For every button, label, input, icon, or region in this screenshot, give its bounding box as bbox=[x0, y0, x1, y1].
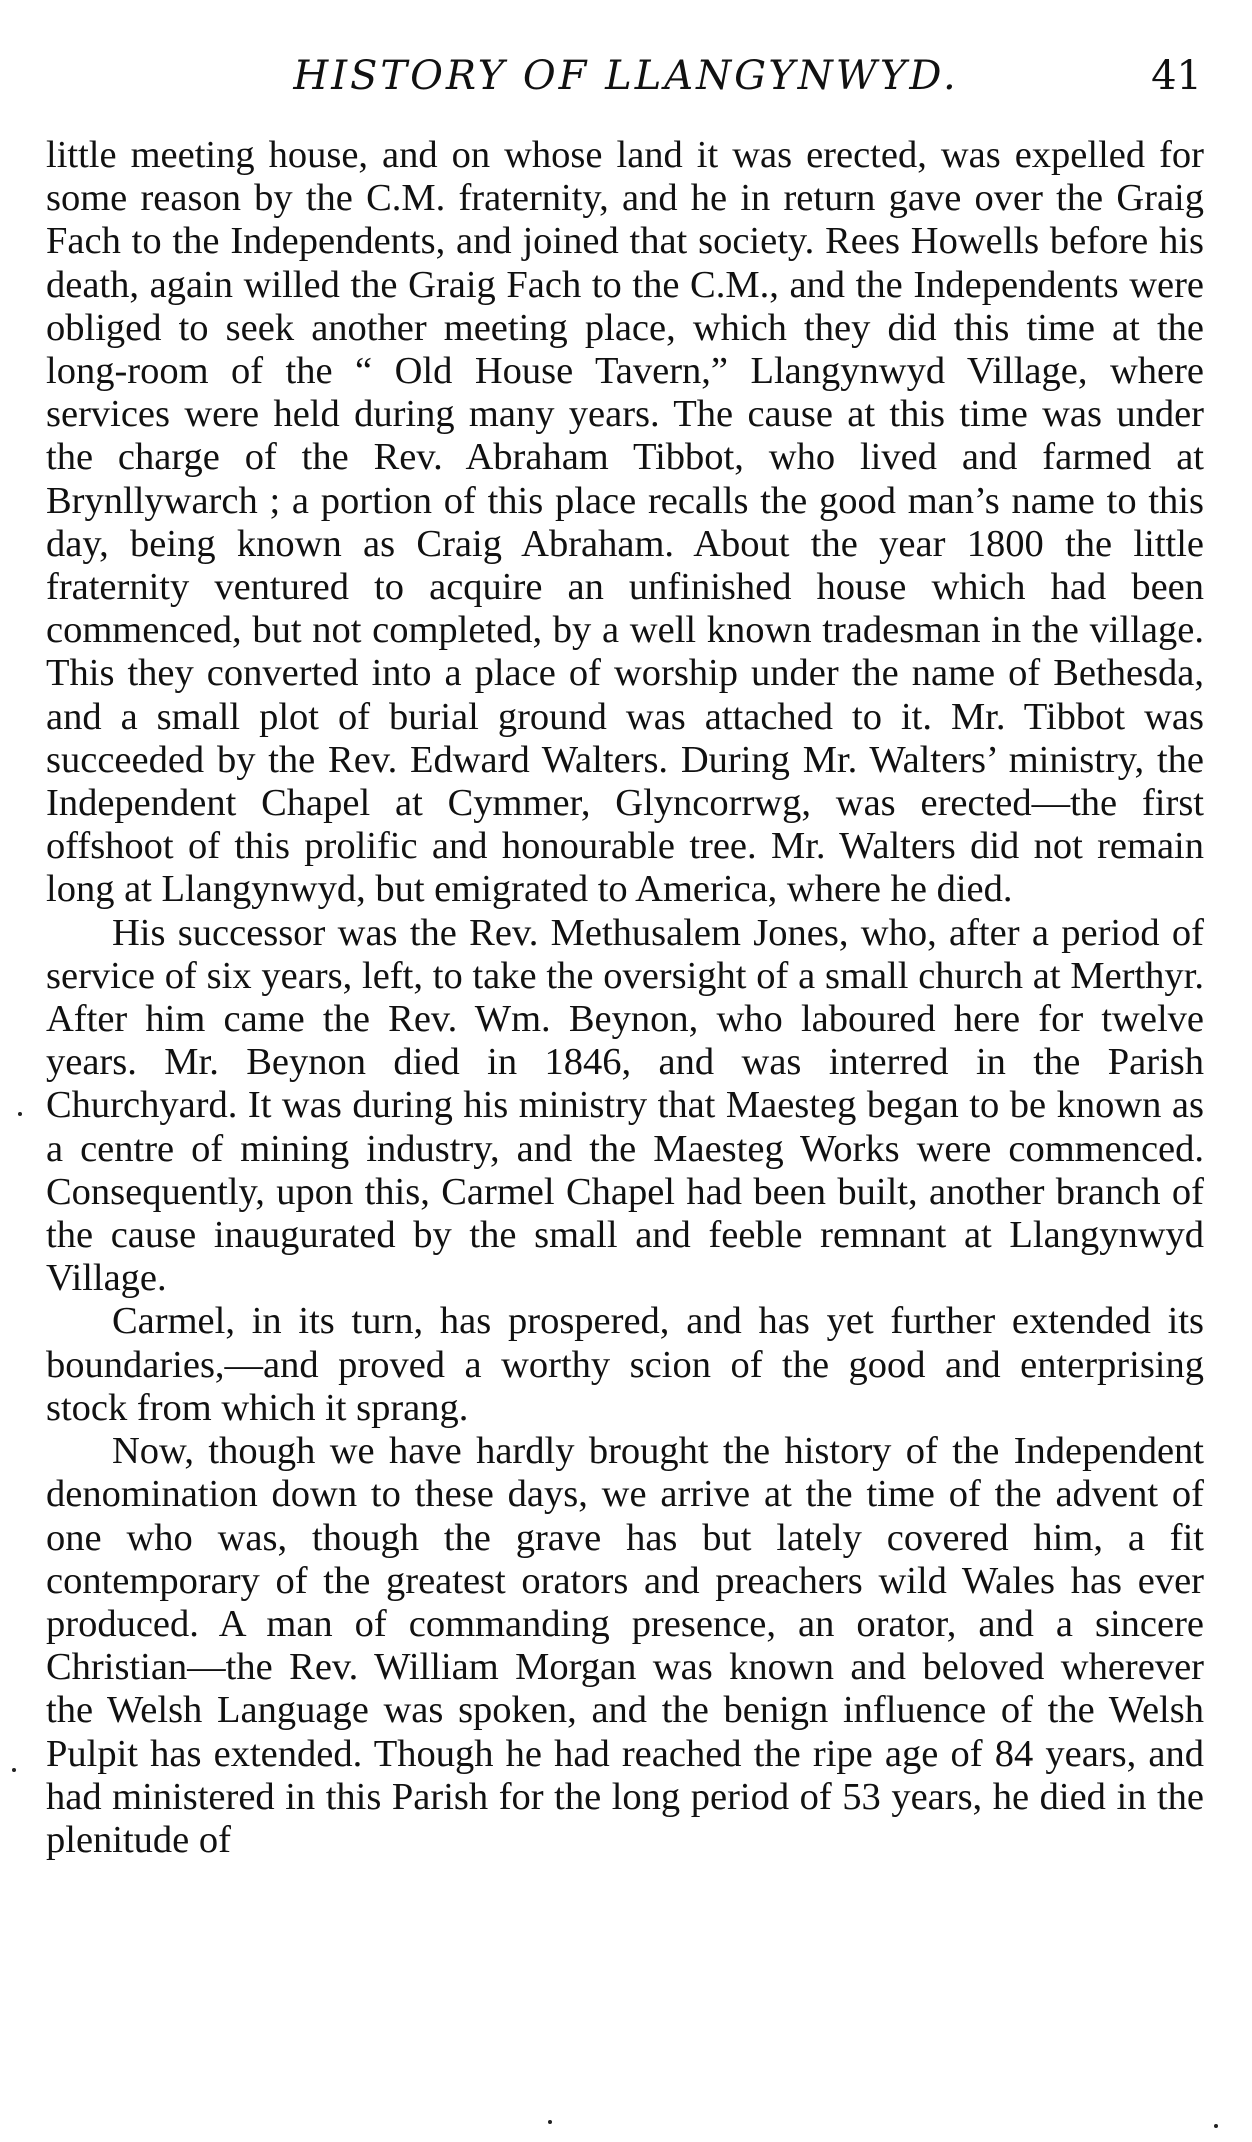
print-speck bbox=[12, 1768, 16, 1772]
paragraph-william-morgan: Now, though we have hardly brought the history of the Independent denomination down to these days, we arrive at the time of the advent of one who was, though the grave has but lately covered him, a fit contemporary of the greatest orators and preachers wild Wales has ever produced. A man of commanding presence, an orator, and a sincere Christian—the Rev. William Morgan was known and beloved wherever the Welsh Language was spoken, and the benign influence of the Welsh Pulpit has extended. Though he had reached the ripe age of 84 years, and had ministered in this Parish for the long period of 53 years, he died in the plenitude of bbox=[46, 1430, 1204, 1861]
print-speck bbox=[18, 1112, 22, 1116]
paragraph-continued: little meeting house, and on whose land it was erected, was expelled for some reason by the C.M. fraternity, and he in return gave over the Graig Fach to the Independents, and joined that society. Rees Howells before his death, again willed the Graig Fach to the C.M., and the Independents were obliged to seek another meeting place, which they did this time at the long-room of the “ Old House Tavern,” Llangynwyd Village, where services were held during many years. The cause at this time was under the charge of the Rev. Abraham Tibbot, who lived and farmed at Brynllywarch ; a portion of this place recalls the good man’s name to this day, being known as Craig Abraham. About the year 1800 the little fraternity ventured to acquire an unfinished house which had been commenced, but not completed, by a well known tradesman in the village. This they converted into a place of worship under the name of Bethesda, and a small plot of burial ground was attached to it. Mr. Tibbot was succeeded by the Rev. Edward Walters. During Mr. Walters’ ministry, the Independent Chapel at Cymmer, Glyncorrwg, was erected—the first offshoot of this prolific and honourable tree. Mr. Walters did not remain long at Llangynwyd, but emigrated to America, where he died. bbox=[46, 134, 1204, 911]
page-number: 41 bbox=[1151, 53, 1202, 99]
running-title: HISTORY OF LLANGYNWYD. bbox=[293, 53, 959, 99]
running-head bbox=[0, 48, 1252, 104]
paragraph-methusalem-jones: His successor was the Rev. Methusalem Jones, who, after a period of service of six years, left, to take the oversight of a small church at Merthyr. After him came the Rev. Wm. Beynon, who laboured here for twelve years. Mr. Beynon died in 1846, and was interred in the Parish Churchyard. It was during his ministry that Maesteg began to be known as a centre of mining industry, and the Maesteg Works were commenced. Consequently, upon this, Carmel Chapel had been built, another branch of the cause inaugurated by the small and feeble remnant at Llangynwyd Village. bbox=[46, 911, 1204, 1300]
print-speck bbox=[548, 2120, 552, 2124]
body-text bbox=[46, 134, 1204, 1862]
paragraph-carmel: Carmel, in its turn, has prospered, and has yet further extended its boundaries,—and proved a worthy scion of the good and enterprising stock from which it sprang. bbox=[46, 1300, 1204, 1429]
print-speck bbox=[1214, 2124, 1218, 2128]
